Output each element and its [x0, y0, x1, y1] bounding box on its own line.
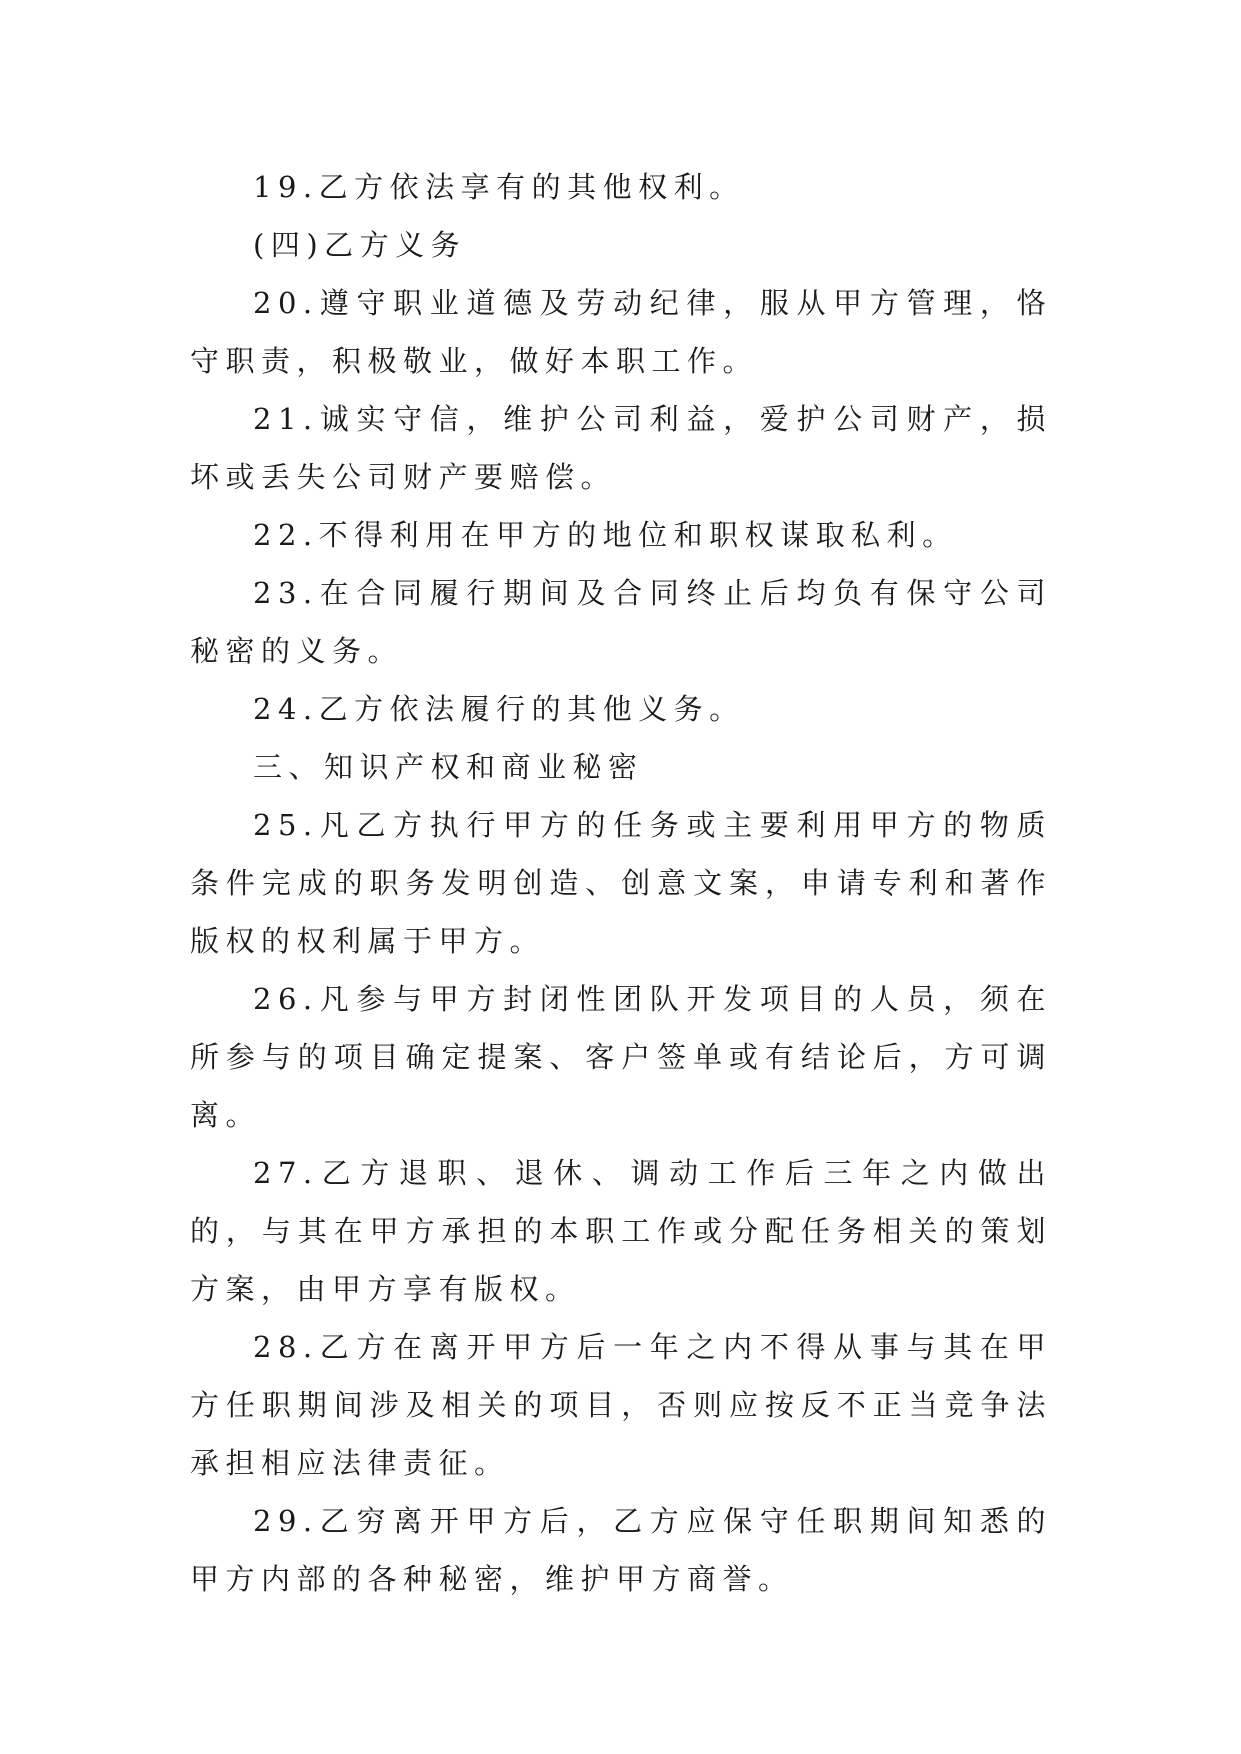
paragraph-21: 21.诚实守信，维护公司利益，爱护公司财产，损坏或丢失公司财产要赔偿。	[190, 402, 1052, 494]
paragraph-27: 27.乙方退职、退休、调动工作后三年之内做出的，与其在甲方承担的本职工作或分配任务相关的策划方案，由甲方享有版权。	[190, 1156, 1052, 1306]
document-body	[190, 158, 1052, 1608]
section-heading-ip-trade-secrets: 三、知识产权和商业秘密	[253, 750, 644, 784]
paragraph-19: 19.乙方依法享有的其他权利。	[253, 170, 745, 204]
paragraph-29: 29.乙穷离开甲方后，乙方应保守任职期间知悉的甲方内部的各种秘密，维护甲方商誉。	[190, 1504, 1052, 1596]
section-heading-party-b-obligations: (四)乙方义务	[253, 228, 467, 262]
paragraph-28: 28.乙方在离开甲方后一年之内不得从事与其在甲方任职期间涉及相关的项目，否则应按反不正当竞争法承担相应法律责征。	[190, 1330, 1052, 1480]
paragraph-25: 25.凡乙方执行甲方的任务或主要利用甲方的物质条件完成的职务发明创造、创意文案，申请专利和著作版权的权利属于甲方。	[190, 808, 1052, 958]
paragraph-26: 26.凡参与甲方封闭性团队开发项目的人员，须在所参与的项目确定提案、客户签单或有结论后，方可调离。	[190, 982, 1052, 1132]
paragraph-20: 20.遵守职业道德及劳动纪律，服从甲方管理，恪守职责，积极敬业，做好本职工作。	[190, 286, 1052, 378]
paragraph-24: 24.乙方依法履行的其他义务。	[253, 692, 745, 726]
paragraph-23: 23.在合同履行期间及合同终止后均负有保守公司秘密的义务。	[190, 576, 1052, 668]
paragraph-22: 22.不得利用在甲方的地位和职权谋取私利。	[253, 518, 958, 552]
